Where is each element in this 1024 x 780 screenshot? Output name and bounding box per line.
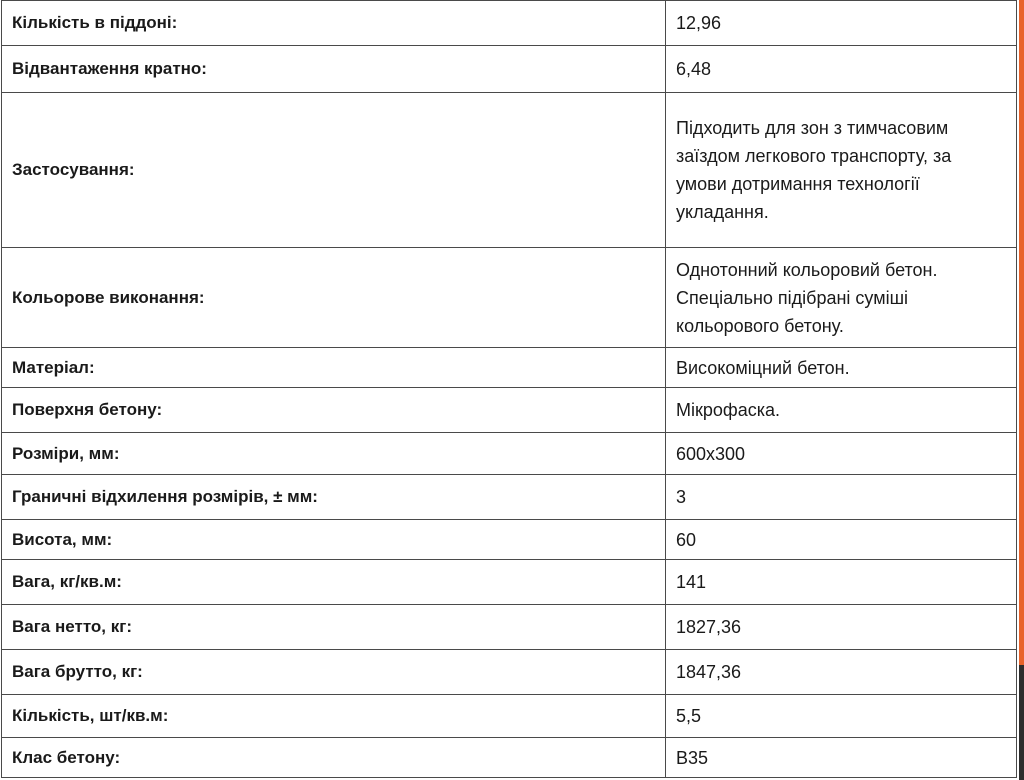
- table-row: [2, 605, 1017, 650]
- table-row: [2, 560, 1017, 605]
- row-value: Високоміцний бетон.: [666, 348, 1017, 388]
- row-label: Розміри, мм:: [2, 433, 666, 475]
- row-value: 12,96: [666, 1, 1017, 46]
- scrollbar[interactable]: [1019, 0, 1024, 780]
- row-value: Підходить для зон з тимчасовим заїздом легкового транспорту, за умови дотримання технології укладання.: [666, 93, 1017, 248]
- row-value: 141: [666, 560, 1017, 605]
- row-label: Застосування:: [2, 93, 666, 248]
- table-row: [2, 695, 1017, 738]
- table-row: [2, 738, 1017, 778]
- row-label: Кількість в піддоні:: [2, 1, 666, 46]
- row-label: Кількість, шт/кв.м:: [2, 695, 666, 738]
- row-value: 3: [666, 475, 1017, 520]
- table-row: [2, 650, 1017, 695]
- row-value: 60: [666, 520, 1017, 560]
- row-label: Клас бетону:: [2, 738, 666, 778]
- row-label: Вага, кг/кв.м:: [2, 560, 666, 605]
- table-row: [2, 475, 1017, 520]
- row-value: 1827,36: [666, 605, 1017, 650]
- row-label: Матеріал:: [2, 348, 666, 388]
- row-label: Відвантаження кратно:: [2, 46, 666, 93]
- row-value: 6,48: [666, 46, 1017, 93]
- table-row: [2, 388, 1017, 433]
- row-label: Кольорове виконання:: [2, 248, 666, 348]
- row-value: Мікрофаска.: [666, 388, 1017, 433]
- table-row: [2, 93, 1017, 248]
- table-row: [2, 1, 1017, 46]
- table-row: [2, 348, 1017, 388]
- row-label: Поверхня бетону:: [2, 388, 666, 433]
- row-value: 5,5: [666, 695, 1017, 738]
- row-label: Вага брутто, кг:: [2, 650, 666, 695]
- table-row: [2, 248, 1017, 348]
- row-value: Однотонний кольоровий бетон. Спеціально підібрані суміші кольорового бетону.: [666, 248, 1017, 348]
- scrollbar-thumb[interactable]: [1019, 665, 1024, 780]
- table-row: [2, 46, 1017, 93]
- row-value: B35: [666, 738, 1017, 778]
- row-label: Граничні відхилення розмірів, ± мм:: [2, 475, 666, 520]
- row-value: 1847,36: [666, 650, 1017, 695]
- specs-table: [1, 0, 1017, 778]
- row-value: 600x300: [666, 433, 1017, 475]
- row-label: Висота, мм:: [2, 520, 666, 560]
- scrollbar-accent: [1019, 0, 1024, 665]
- row-label: Вага нетто, кг:: [2, 605, 666, 650]
- table-row: [2, 433, 1017, 475]
- table-row: [2, 520, 1017, 560]
